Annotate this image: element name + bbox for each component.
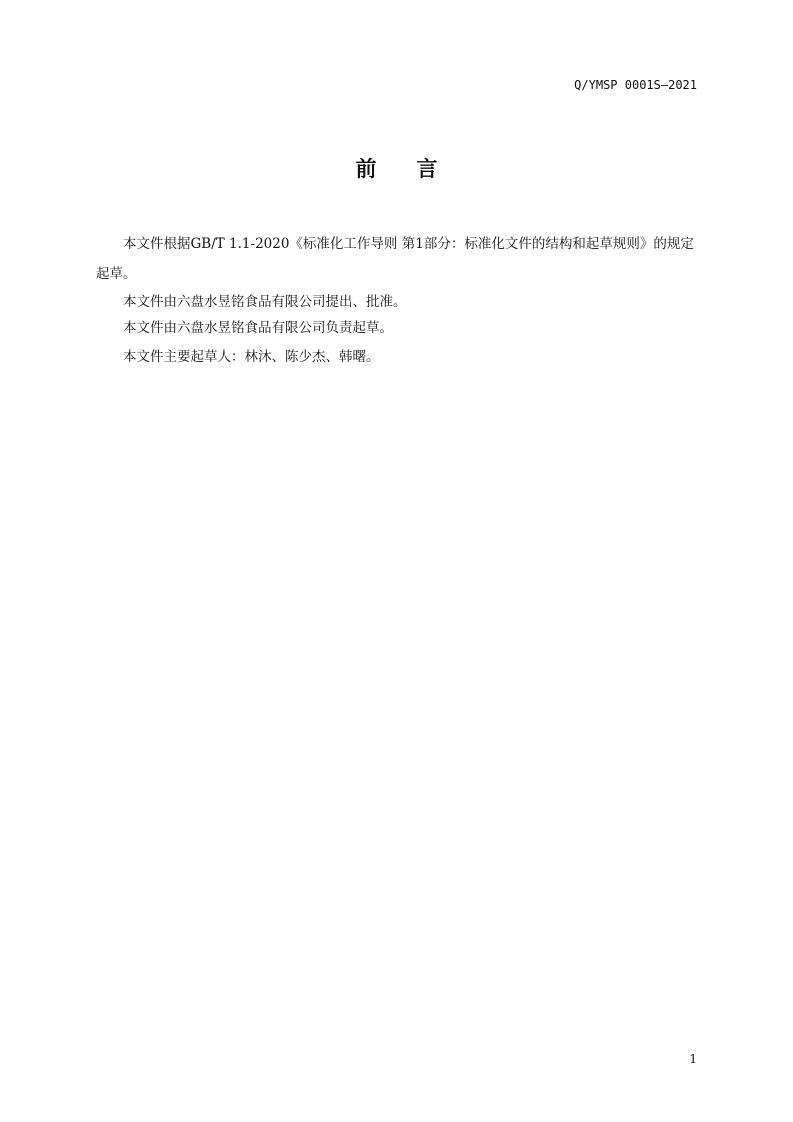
page-number: 1: [689, 1052, 697, 1066]
page-title: 前言: [355, 157, 478, 181]
foreword-body: [96, 229, 699, 370]
paragraph-proposer: 本文件由六盘水昱铭食品有限公司提出、批准。: [123, 294, 407, 310]
paragraph-drafting-unit: 本文件由六盘水昱铭食品有限公司负责起草。: [123, 320, 393, 336]
paragraph-drafting-basis: 本文件根据GB/T 1.1-2020《标准化工作导则 第1部分：标准化文件的结构和起草规则》的规定起草。: [96, 236, 694, 282]
paragraph-drafters: 本文件主要起草人：林沐、陈少杰、韩曙。: [123, 349, 380, 365]
document-code: Q/YMSP 0001S—2021: [574, 78, 697, 92]
